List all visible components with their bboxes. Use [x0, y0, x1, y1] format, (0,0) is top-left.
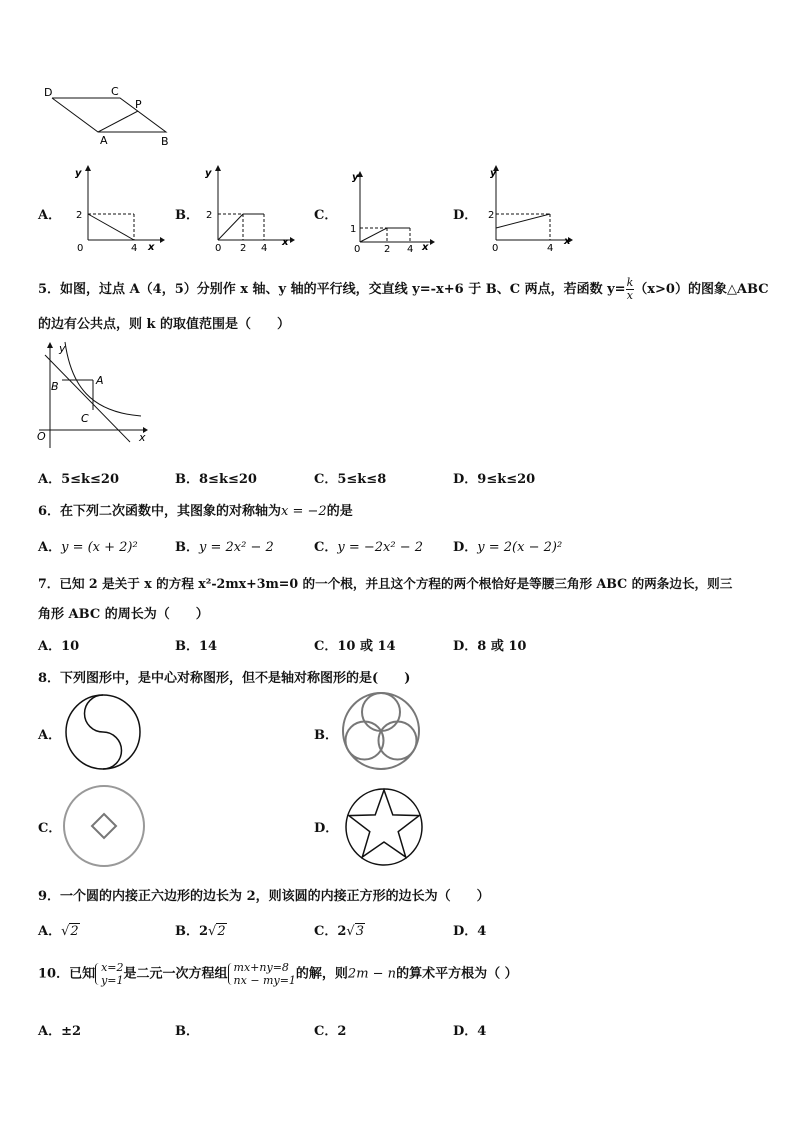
q6-option-d: D．y = 2(x − 2)² — [453, 540, 563, 555]
y-arrow — [47, 342, 53, 348]
parallelogram-figure — [40, 84, 180, 150]
q4-option-c-label: C． — [314, 208, 338, 223]
graph-line — [218, 214, 243, 240]
graph-line — [360, 228, 387, 242]
q10-option-c: C．2 — [314, 1024, 347, 1039]
parallelogram-outline — [52, 98, 166, 132]
tick-label: 2 — [488, 210, 495, 221]
x-label: x — [564, 236, 571, 247]
sqrt-expression: √3 — [346, 924, 364, 939]
q6-option-b: B．y = 2x² − 2 — [175, 540, 274, 555]
q4-graph-c — [340, 162, 440, 254]
y-arrow — [85, 165, 91, 171]
origin-label: 0 — [354, 244, 361, 254]
q10-option-b: B． — [175, 1024, 199, 1039]
q6-option-c: C．y = −2x² − 2 — [314, 540, 423, 555]
coin-figure — [60, 783, 148, 869]
sqrt-expression: √2 — [61, 924, 79, 939]
tick-label: 4 — [131, 243, 138, 254]
x-arrow — [290, 237, 295, 243]
q7-option-d: D．8 或 10 — [453, 639, 527, 654]
q7-option-c: C．10 或 14 — [314, 639, 396, 654]
q4-graph-a — [70, 162, 165, 254]
q10-option-a: A．±2 — [38, 1024, 82, 1039]
q5-option-c: C．5≤k≤8 — [314, 472, 387, 487]
outer-circle — [346, 789, 422, 865]
inner-square — [92, 814, 116, 838]
label-c: C — [111, 85, 119, 98]
q5-text-line2: 的边有公共点，则 k 的取值范围是（ ） — [38, 317, 291, 332]
q6-axis-equation: x = −2 — [281, 504, 327, 519]
sqrt-expression: √2 — [208, 924, 226, 939]
x-label: x — [422, 242, 429, 253]
five-point-star — [349, 790, 419, 857]
y-arrow — [215, 165, 221, 171]
origin-label: 0 — [77, 243, 84, 254]
q10-option-d: D．4 — [453, 1024, 487, 1039]
origin-label: 0 — [215, 243, 222, 254]
q8-option-c-label: C． — [38, 821, 62, 836]
q4-graph-b — [200, 162, 300, 254]
q7-text-line1: 7．已知 2 是关于 x 的方程 x²-2mx+3m=0 的一个根，并且这个方程的两个根恰好是等腰三角形 ABC 的两条边长，则三 — [38, 576, 733, 591]
label-a: A — [100, 134, 108, 147]
q6-option-a: A．y = (x + 2)² — [38, 540, 138, 555]
tick-label: 4 — [407, 244, 414, 254]
q5-option-a: A．5≤k≤20 — [38, 472, 120, 487]
q8-option-a-label: A． — [38, 728, 62, 743]
label-a: A — [96, 374, 104, 387]
graph-line — [88, 214, 134, 240]
fraction-denominator: x — [626, 289, 634, 302]
q4-graph-d — [478, 162, 578, 254]
q5-option-d: D．9≤k≤20 — [453, 472, 536, 487]
q4-option-b-label: B． — [175, 208, 199, 223]
q5-option-b: B．8≤k≤20 — [175, 472, 257, 487]
q9-text: 9．一个圆的内接正六边形的边长为 2，则该圆的内接正方形的边长为（ ） — [38, 889, 490, 904]
origin-label: 0 — [492, 243, 499, 254]
x-label: x — [139, 431, 146, 444]
q9-option-d: D．4 — [453, 924, 487, 939]
q7-option-b: B．14 — [175, 639, 218, 654]
q10-text: 10．已知 x=2 y=1 是二元一次方程组 mx+ny=8 nx − my=1 的解，则2m − n的算术平方根为（ ） — [38, 961, 518, 987]
y-label: y — [75, 168, 82, 179]
tick-label: 1 — [350, 224, 357, 235]
inner-circle-top — [362, 693, 400, 731]
tick-label: 4 — [547, 243, 554, 254]
q10-expression: 2m − n — [347, 966, 397, 982]
label-b: B — [161, 135, 169, 148]
x-label: x — [148, 242, 155, 253]
q9-option-c: C．2√3 — [314, 924, 364, 939]
tick-label: 4 — [261, 243, 268, 254]
tick-label: 2 — [76, 210, 83, 221]
equation-system: mx+ny=8 nx − my=1 — [228, 961, 296, 987]
q9-option-b: B．2√2 — [175, 924, 226, 939]
tick-label: 2 — [206, 210, 213, 221]
s-curve — [85, 695, 122, 769]
q5-text-line1 — [38, 277, 769, 302]
x-arrow — [430, 239, 435, 245]
line-y-neg-x-plus-6 — [45, 355, 130, 442]
fraction-numerator: k — [626, 276, 634, 289]
q5-fraction — [626, 277, 635, 302]
q4-option-d-label: D． — [453, 208, 478, 223]
label-d: D — [44, 86, 53, 99]
segment-ap — [98, 111, 138, 132]
q6-text: 6．在下列二次函数中，其图象的对称轴为x = −2的是 — [38, 504, 353, 519]
label-origin: O — [37, 430, 46, 443]
y-label: y — [490, 168, 497, 179]
q8-option-b-label: B． — [314, 728, 338, 743]
q5-figure — [35, 340, 150, 452]
three-circles-figure — [336, 688, 426, 774]
y-label: y — [352, 172, 359, 183]
label-c: C — [81, 412, 89, 425]
yin-yang-figure — [60, 692, 146, 772]
star-figure — [342, 786, 426, 868]
tick-label: 2 — [240, 243, 247, 254]
outer-circle — [64, 786, 144, 866]
q4-option-a-label: A． — [38, 208, 62, 223]
x-label: x — [282, 237, 289, 248]
q7-text-line2: 角形 ABC 的周长为（ ） — [38, 607, 209, 622]
q9-option-a: A．√2 — [38, 924, 79, 939]
solution-system: x=2 y=1 — [95, 961, 123, 987]
y-label: y — [205, 168, 212, 179]
x-arrow — [160, 237, 165, 243]
tick-label: 2 — [384, 244, 391, 254]
graph-line — [496, 214, 550, 228]
q8-option-d-label: D． — [314, 821, 339, 836]
label-p: P — [135, 98, 142, 111]
q5-text-a: 5．如图，过点 A（4，5）分别作 x 轴、y 轴的平行线，交直线 y=-x+6 于 B、C 两点，若函数 y= — [38, 282, 626, 297]
q8-text: 8．下列图形中，是中心对称图形，但不是轴对称图形的是( ) — [38, 671, 411, 686]
y-label: y — [59, 342, 66, 355]
q7-option-a: A．10 — [38, 639, 80, 654]
label-b: B — [51, 380, 59, 393]
q5-text-b: （x>0）的图象△ABC — [634, 282, 769, 297]
